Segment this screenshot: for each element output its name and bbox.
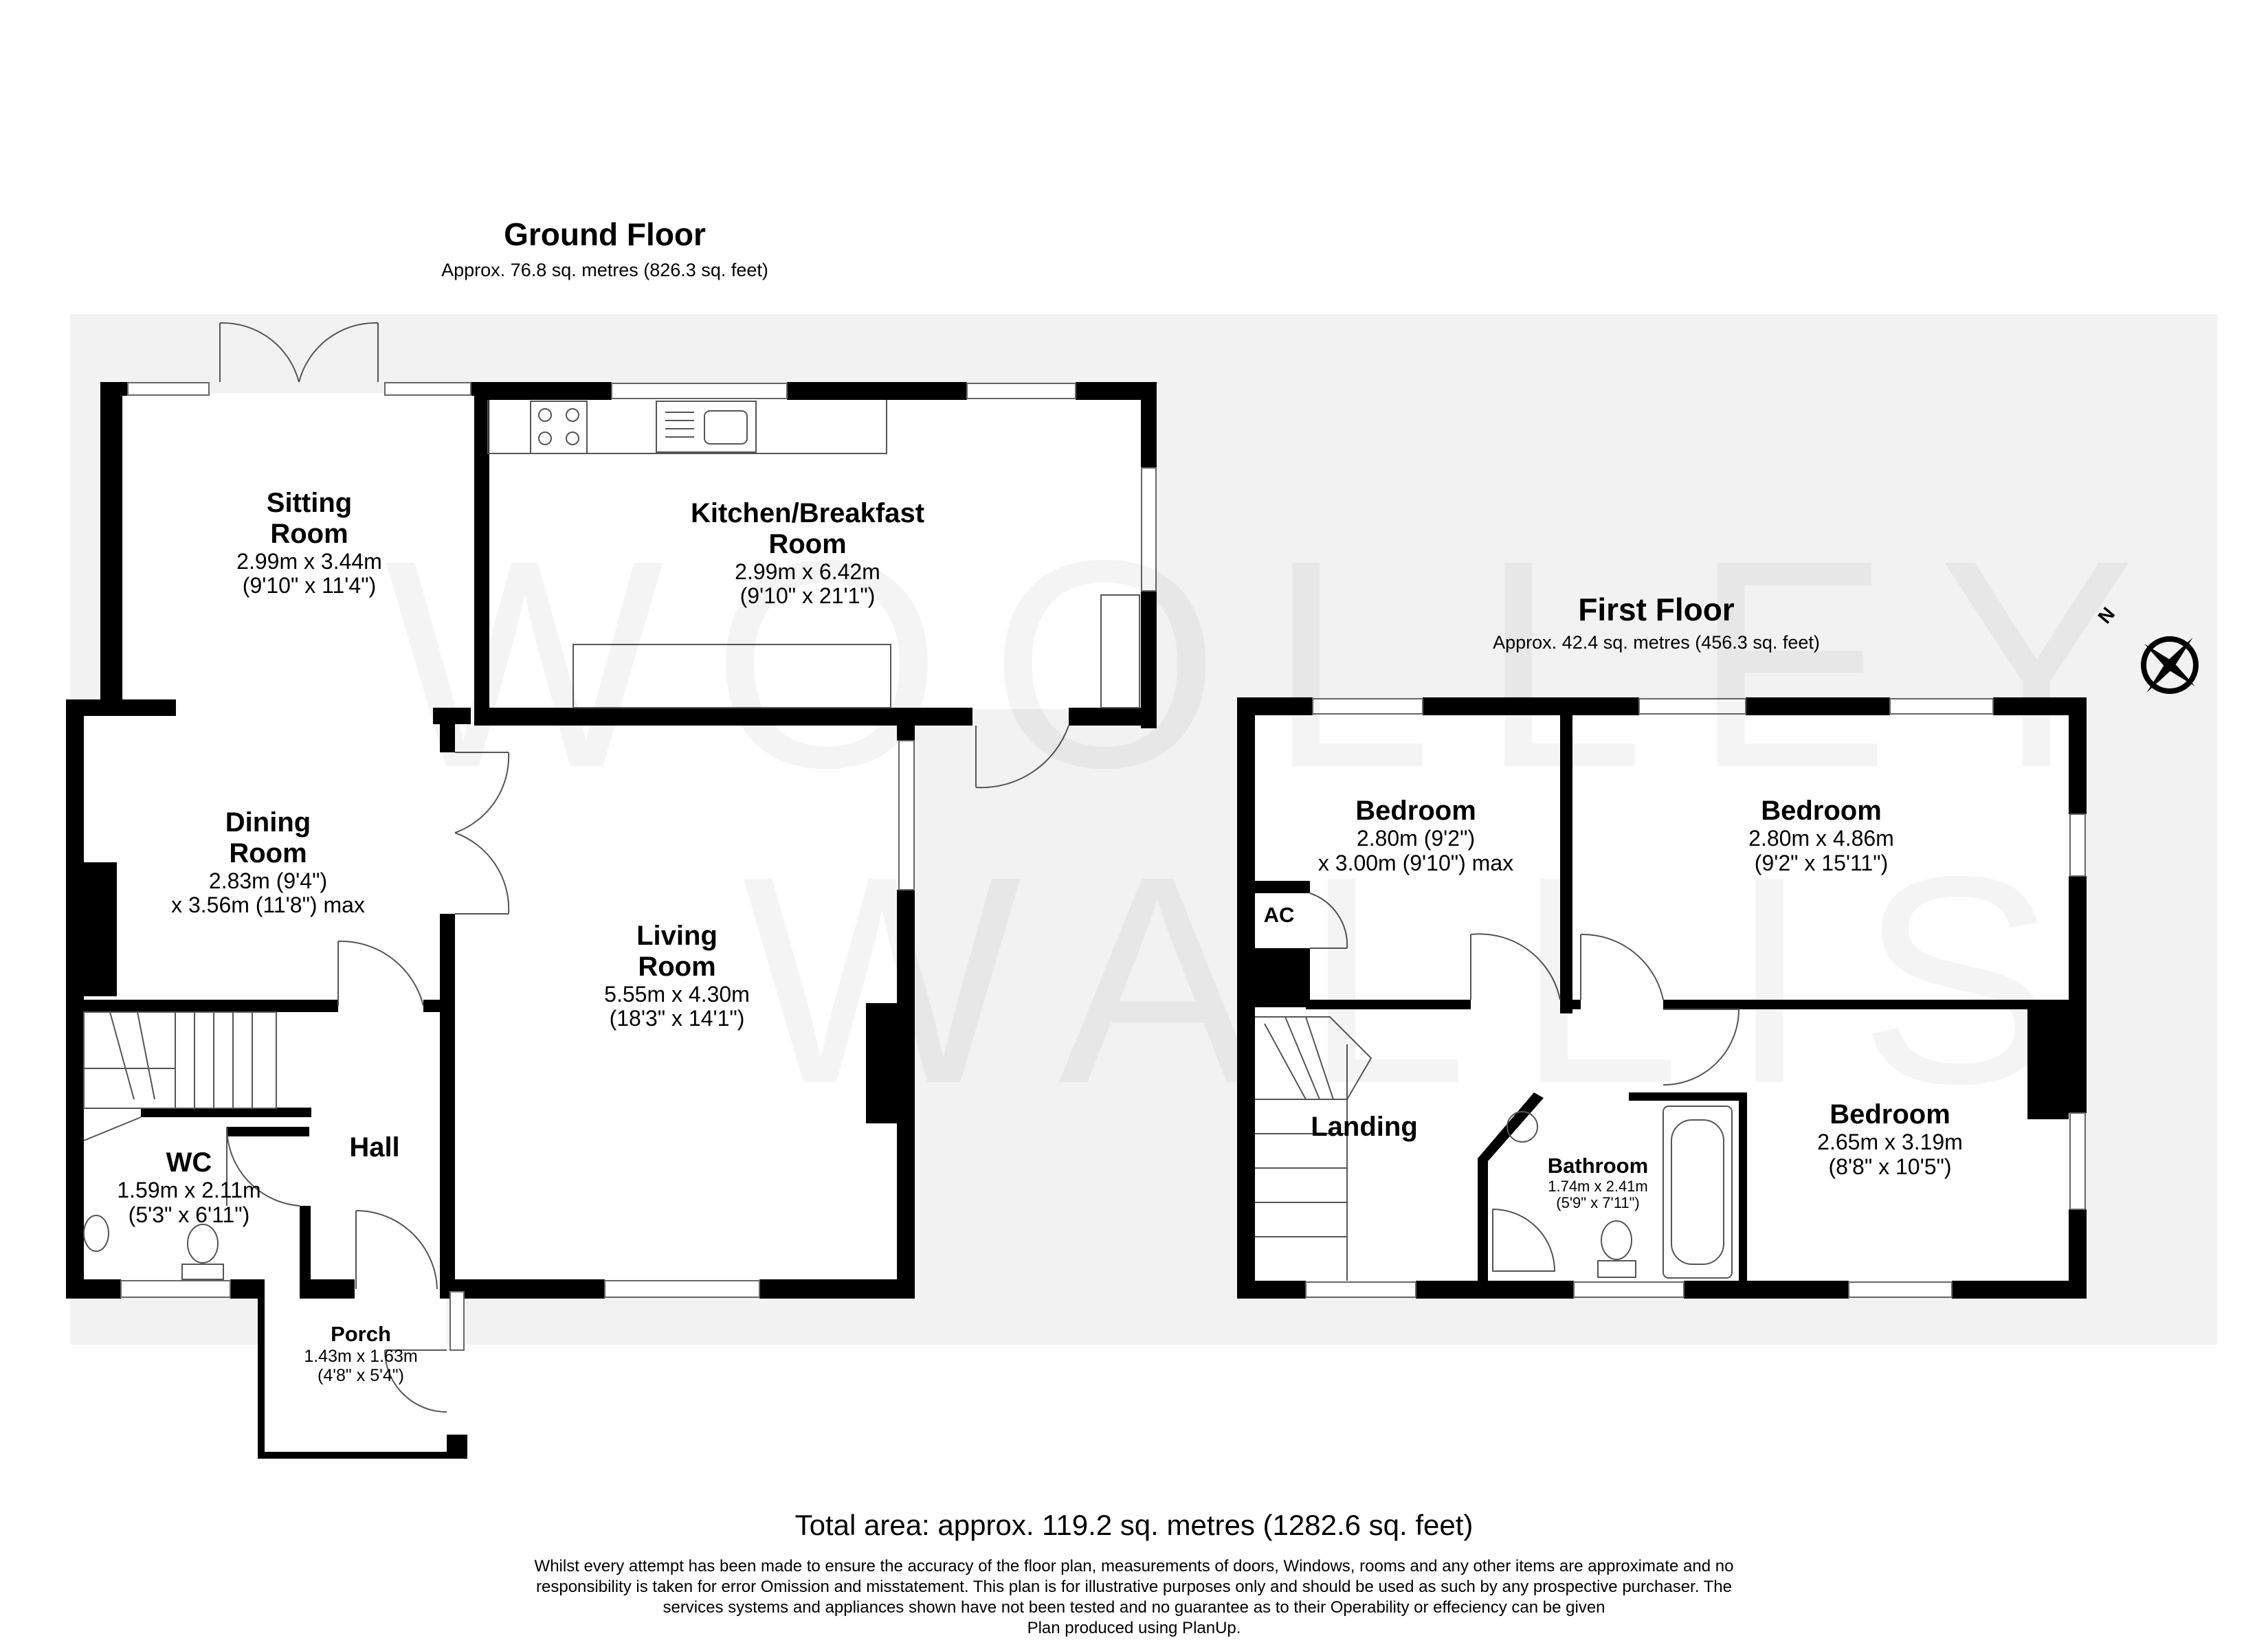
- disclaimer-line-1: Whilst every attempt has been made to ensure the accuracy of the floor plan, measurements of doors, Windows, rooms and any other items are approximate and no: [534, 1557, 1734, 1575]
- bathroom-label: Bathroom 1.74m x 2.41m (5'9" x 7'11"): [1547, 1154, 1649, 1212]
- living-room-label: Living Room 5.55m x 4.30m (18'3" x 14'1"): [604, 921, 750, 1031]
- porch-label: Porch 1.43m x 1.63m (4'8" x 5'4"): [304, 1322, 418, 1385]
- bedroom-1-label: Bedroom 2.80m (9'2") x 3.00m (9'10") max: [1318, 796, 1514, 875]
- ac-cupboard-label: AC: [1263, 903, 1295, 927]
- compass-north-label: N: [2093, 603, 2120, 628]
- disclaimer-line-3: services systems and appliances shown have not been tested and no guarantee as to their Operability or effeciency can be given: [663, 1598, 1605, 1617]
- dining-room-label: Dining Room 2.83m (9'4") x 3.56m (11'8") max: [171, 807, 365, 918]
- first-floor-title: First Floor: [1578, 592, 1735, 627]
- hall-label: Hall: [349, 1132, 400, 1163]
- disclaimer-line-4: Plan produced using PlanUp.: [1027, 1619, 1241, 1637]
- kitchen-breakfast-room-label: Kitchen/Breakfast Room 2.99m x 6.42m (9'10" x 21'1"): [690, 498, 925, 609]
- sitting-room-label: Sitting Room 2.99m x 3.44m (9'10" x 11'4"): [236, 488, 382, 598]
- disclaimer-line-2: responsibility is taken for error Omission and misstatement. This plan is for illustrative purposes only and should be used as such by any prospective purchaser. The: [536, 1578, 1732, 1596]
- bedroom-3-label: Bedroom 2.65m x 3.19m (8'8" x 10'5"): [1817, 1099, 1963, 1179]
- ground-floor-title: Ground Floor: [504, 216, 706, 252]
- first-floor-area: Approx. 42.4 sq. metres (456.3 sq. feet): [1493, 632, 1820, 653]
- total-area: Total area: approx. 119.2 sq. metres (1282.6 sq. feet): [794, 1509, 1474, 1541]
- bedroom-2-label: Bedroom 2.80m x 4.86m (9'2" x 15'11"): [1748, 796, 1894, 875]
- wc-label: WC 1.59m x 2.11m (5'3" x 6'11"): [117, 1147, 261, 1227]
- ground-floor-area: Approx. 76.8 sq. metres (826.3 sq. feet): [441, 260, 768, 280]
- landing-label: Landing: [1311, 1112, 1418, 1142]
